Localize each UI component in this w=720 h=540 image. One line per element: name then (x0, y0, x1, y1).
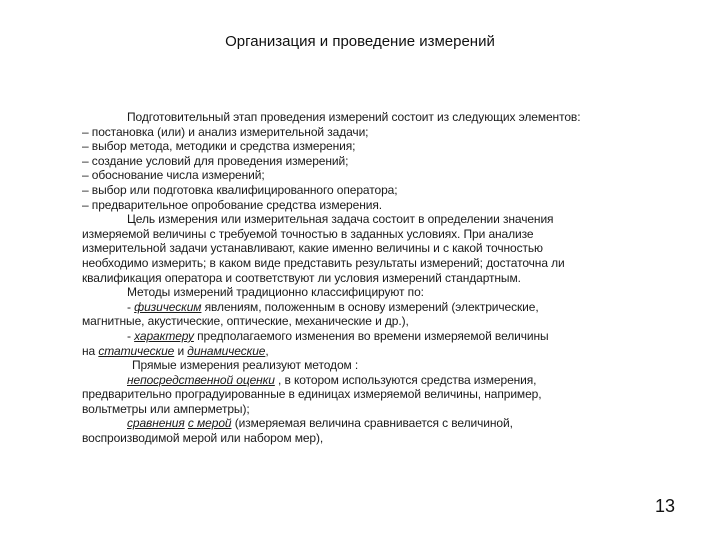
text-line (82, 329, 682, 344)
emphasized-term: статические (98, 343, 175, 358)
text-line: вольтметры или амперметры); (82, 401, 250, 416)
text-line: Цель измерения или измерительная задача состоит в определении значения (127, 212, 554, 227)
page-number: 13 (655, 496, 676, 516)
text-line (82, 373, 682, 388)
list-item: – предварительное опробование средства измерения. (82, 197, 382, 212)
list-item: – обоснование числа измерений; (82, 168, 265, 183)
text-line: Прямые измерения реализуют методом : (132, 358, 359, 373)
text-span: , в котором используются средства измерения, (274, 372, 537, 387)
emphasized-term: физическим (134, 299, 202, 314)
list-item: – постановка (или) и анализ измерительной задачи; (82, 124, 369, 139)
text-span: на (82, 343, 99, 358)
list-item: – выбор метода, методики и средства измерения; (82, 139, 356, 154)
emphasized-term: с мерой (187, 416, 232, 431)
text-span: явлениям, положенным в основу измерений (электрические, (201, 299, 539, 314)
text-line: предварительно проградуированные в единицах измеряемой величины, например, (82, 387, 542, 402)
text-line: воспроизводимой мерой или набором мер), (82, 431, 324, 446)
slide-title: Организация и проведение измерений (225, 33, 495, 50)
emphasized-term: непосредственной оценки (127, 372, 275, 387)
text-span: , (265, 343, 269, 358)
text-span: и (174, 343, 188, 358)
text-line: измеряемой величины с требуемой точностью в заданных условиях. При анализе (82, 226, 534, 241)
text-line: Методы измерений традиционно классифицируют по: (127, 285, 424, 300)
dash: - (127, 299, 135, 314)
emphasized-term: характеру (134, 328, 194, 343)
text-line: Подготовительный этап проведения измерений состоит из следующих элементов: (127, 110, 581, 124)
text-span: предполагаемого изменения во времени измеряемой величины (193, 328, 549, 343)
text-line (82, 416, 682, 431)
text-line: магнитные, акустические, оптические, механические и др.), (82, 314, 409, 329)
text-line: измерительной задачи устанавливают, какие именно величины и с какой точностью (82, 241, 543, 256)
list-item: – выбор или подготовка квалифицированного оператора; (82, 182, 398, 197)
emphasized-term: динамические (187, 343, 266, 358)
text-line (82, 300, 682, 315)
dash: - (127, 328, 135, 343)
text-line: необходимо измерить; в каком виде представить результаты измерений; достаточна ли (82, 255, 565, 270)
list-item: – создание условий для проведения измерений; (82, 153, 349, 168)
emphasized-term: сравнения (127, 416, 185, 431)
text-line: квалификация оператора и соответствуют ли условия измерений стандартным. (82, 270, 521, 285)
text-line (82, 344, 682, 359)
text-span: (измеряемая величина сравнивается с величиной, (231, 416, 513, 431)
body-text (82, 110, 682, 446)
